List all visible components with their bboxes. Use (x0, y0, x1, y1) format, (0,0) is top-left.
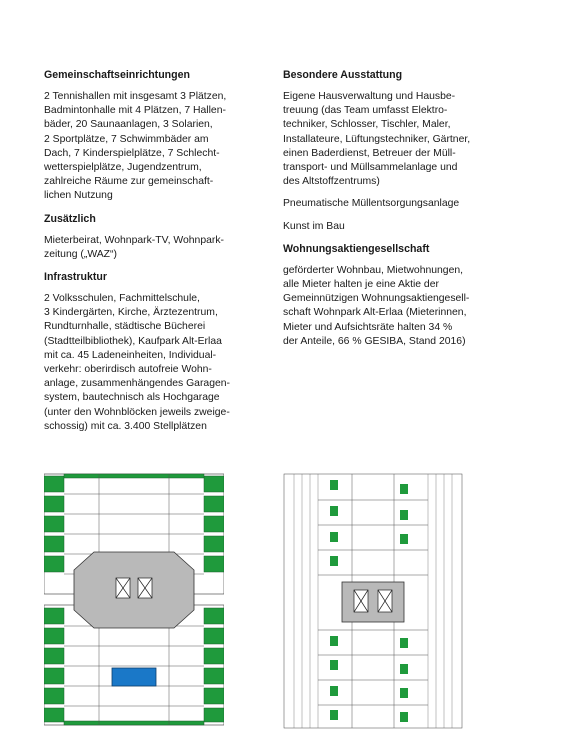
heading-infrastruktur: Infrastruktur (44, 271, 107, 284)
left-text-column (44, 64, 256, 442)
floor-plan-roof-level (44, 470, 224, 730)
text-zusaetzlich: Mieterbeirat, Wohnpark-TV, Wohnpark- zeitung („WAZ“) (44, 234, 224, 260)
text-gemeinschaftseinrichtungen: 2 Tennishallen mit insgesamt 3 Plätzen, Badmintonhalle mit 4 Plätzen, 7 Hallen- bäder, 20 Saunaanlagen, 3 Solarien, 2 Sportplätze, 7 Schwimmbäder am Dach, 7 Kinderspielplätze, 7 Schlecht- wetterspielplätze, Jugendzentrum, zahlreiche Räume zur gemeinschaft- lichen Nutzung (44, 91, 227, 202)
pool (112, 668, 156, 686)
heading-zusaetzlich: Zusätzlich (44, 212, 96, 225)
heading-gemeinschaftseinrichtungen: Gemeinschaftseinrichtungen (44, 69, 190, 81)
access-core (342, 582, 404, 622)
text-ausstattung-hausverwaltung: Eigene Hausverwaltung und Hausbe- treuung (das Team umfasst Elektro- techniker, Schlosser, Tischler, Maler, Installateure, Lüftungstechniker, Gärtner, einen Baderdienst, Betreuer der Müll- transport- und Müllsammelanlage und des Altstoffzentrums) (283, 91, 471, 188)
text-infrastruktur: 2 Volksschulen, Fachmittelschule, 3 Kindergärten, Kirche, Ärztezentrum, Rundturnhalle, städtische Bücherei (Stadtteilbibliothek), Kaufpark Alt-Erlaa mit ca. 45 Ladeneinheiten, Individual- verkehr: oberirdisch autofreie Wohn- anlage, zusammenhängendes Garagen- system, bautechnisch als Hochgarage (unter den Wohnblöcken jeweils zweige- schossig) mit ca. 3.400 Stellplätzen (44, 293, 231, 432)
text-ausstattung-kunst: Kunst im Bau (283, 220, 345, 232)
text-wohnungsaktiengesellschaft: geförderter Wohnbau, Mietwohnungen, alle Mieter halten je eine Aktie der Gemeinnützigen Wohnungsaktiengesell- schaft Wohnpark Alt-Erlaa (Mieterinnen, Mieter und Aufsichtsräte halten 34 % der Anteile, 66 % GESIBA, Stand 2016) (283, 264, 470, 347)
central-hall (74, 552, 194, 628)
floor-plan-residential-level (282, 470, 464, 732)
heading-wohnungsaktiengesellschaft: Wohnungsaktiengesellschaft (283, 242, 430, 255)
heading-besondere-ausstattung: Besondere Ausstattung (283, 69, 403, 81)
right-text-column (283, 64, 503, 357)
text-ausstattung-muellentsorgung: Pneumatische Müllentsorgungsanlage (283, 198, 460, 210)
